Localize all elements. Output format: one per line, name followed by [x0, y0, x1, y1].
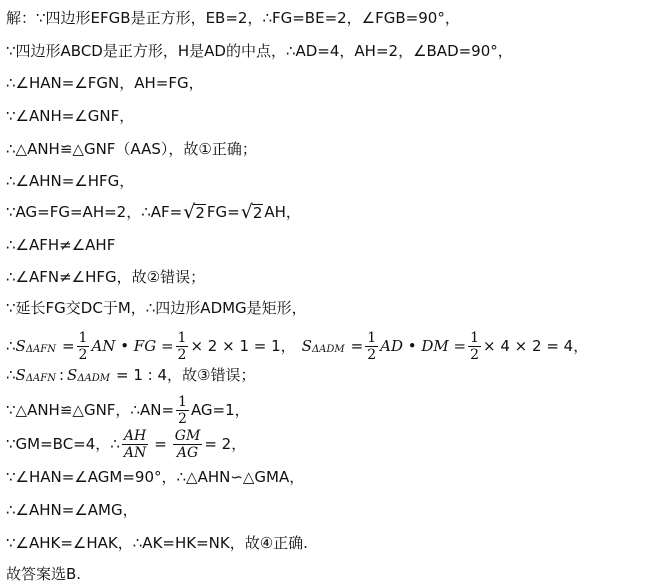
radical-sign: √	[240, 201, 253, 223]
solution-line-14	[6, 427, 247, 461]
line11-term-1: AN • FG =	[91, 337, 174, 355]
solution-line-3: ∴∠HAN=∠FGN，AH=FG，	[6, 74, 204, 92]
sqrt-two-1	[183, 203, 206, 221]
sqrt-two-2	[241, 203, 264, 221]
solution-line-1: 解：∵四边形EFGB是正方形，EB=2，∴FG=BE=2，∠FGB=90°，	[6, 9, 460, 27]
line12-result: = 1 : 4，故③错误；	[116, 366, 256, 384]
fraction-ah-an: $\frac{AH}{AN}$	[123, 427, 147, 461]
fraction-half: $\frac{1}{2}$	[470, 329, 480, 363]
radicand: 2	[252, 204, 263, 222]
solution-line-11	[6, 329, 589, 363]
line7-text-c: AH，	[264, 203, 301, 221]
solution-line-12	[6, 365, 255, 385]
fraction-half: $\frac{1}{2}$	[178, 393, 187, 427]
line13-text-a: ∵△ANH≌△GNF，∴AN=	[6, 401, 175, 419]
equals: =	[61, 337, 75, 355]
fraction-half: $\frac{1}{2}$	[367, 329, 377, 363]
line14-text-b: = 2，	[204, 435, 247, 453]
area-symbol: S	[15, 366, 26, 384]
line11-term-4: × 4 × 2 = 4，	[483, 337, 589, 355]
area-subscript: ΔAFN	[25, 373, 56, 384]
solution-line-4: ∵∠ANH=∠GNF，	[6, 107, 135, 125]
equals: =	[154, 435, 167, 453]
area-subscript: ΔADM	[77, 373, 111, 384]
solution-line-13	[6, 393, 250, 427]
solution-line-17: ∵∠AHK=∠HAK，∴AK=HK=NK，故④正确.	[6, 534, 308, 552]
fraction-half: $\frac{1}{2}$	[78, 329, 88, 363]
line11-therefore: ∴	[6, 337, 16, 355]
solution-line-15: ∵∠HAN=∠AGM=90°，∴△AHN∽△GMA，	[6, 468, 305, 486]
line13-text-b: AG=1，	[190, 401, 250, 419]
area-subscript: ΔADM	[311, 344, 345, 355]
solution-line-16: ∴∠AHN=∠AMG，	[6, 501, 138, 519]
solution-line-7	[6, 202, 301, 222]
line7-text-b: FG=	[206, 203, 240, 221]
solution-line-2: ∵四边形ABCD是正方形，H是AD的中点，∴AD=4，AH=2，∠BAD=90°，	[6, 42, 513, 60]
line12-therefore: ∴	[6, 366, 16, 384]
equals: =	[350, 337, 364, 355]
line14-text-a: ∵GM=BC=4，∴	[6, 435, 120, 453]
fraction-half: $\frac{1}{2}$	[177, 329, 187, 363]
solution-line-5: ∴△ANH≌△GNF（AAS），故①正确；	[6, 140, 257, 158]
solution-line-6: ∴∠AHN=∠HFG，	[6, 172, 135, 190]
line7-text-a: ∵AG=FG=AH=2，∴AF=	[6, 203, 183, 221]
line11-term-3: AD • DM =	[380, 337, 467, 355]
area-symbol: S	[301, 337, 312, 355]
area-symbol: S	[15, 337, 26, 355]
solution-line-18: 故答案选B.	[6, 565, 82, 583]
solution-line-10: ∵延长FG交DC于M，∴四边形ADMG是矩形，	[6, 299, 307, 317]
radicand: 2	[195, 204, 205, 222]
area-symbol: S	[67, 366, 78, 384]
radical-sign: √	[183, 201, 196, 223]
ratio-colon: :	[58, 366, 65, 384]
solution-line-8: ∴∠AFH≠∠AHF	[6, 236, 116, 254]
solution-line-9: ∴∠AFN≠∠HFG，故②错误；	[6, 268, 206, 286]
line11-term-2: × 2 × 1 = 1，	[190, 337, 296, 355]
area-subscript: ΔAFN	[25, 344, 56, 355]
fraction-gm-ag: $\frac{GM}{AG}$	[174, 427, 201, 461]
